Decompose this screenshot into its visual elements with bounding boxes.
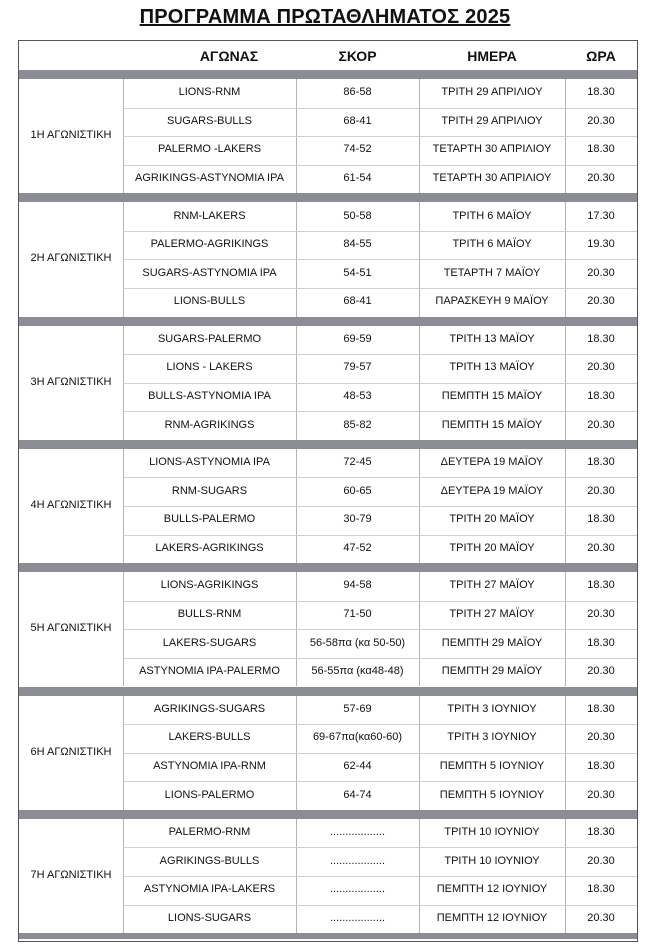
row-divider [123,876,637,877]
score-cell: 74-52 [343,143,372,156]
time-cell: 20.30 [587,541,615,554]
time-cell: 20.30 [587,172,615,184]
row-divider [123,781,637,782]
time-cell: 20.30 [587,266,615,279]
time-cell: 18.30 [587,390,615,403]
row-divider [123,477,637,478]
day-cell: ΠΕΜΠΤΗ 29 ΜΑΪΟΥ [441,665,543,678]
match-cell: ASTYNOMIA IPA-LAKERS [143,883,276,896]
row-divider [123,383,637,384]
round-label: 2Η ΑΓΩΝΙΣΤΙΚΗ [30,252,112,265]
time-cell: 18.30 [587,86,615,99]
time-cell: 18.30 [587,143,615,156]
score-cell: .................. [329,826,385,839]
score-cell: 72-45 [343,456,372,469]
time-cell: 20.30 [587,665,615,678]
table-header [19,41,637,70]
row-divider [123,847,637,848]
score-cell: 84-55 [343,238,372,251]
score-cell: 60-65 [343,484,372,497]
match-cell: SUGARS-BULLS [167,114,252,127]
score-cell: 69-59 [343,332,372,345]
row-divider [123,629,637,630]
score-cell: 85-82 [343,418,372,431]
score-cell: 47-52 [343,541,372,554]
score-cell: .................. [329,911,385,924]
time-cell: 20.30 [587,484,615,497]
round-separator [19,563,637,572]
match-cell: PALERMO -LAKERS [157,143,262,156]
time-cell: 20.30 [587,731,615,744]
time-cell: 20.30 [587,788,615,801]
round-block [19,819,637,933]
score-cell: 50-58 [343,209,372,222]
day-cell: ΤΕΤΑΡΤΗ 30 ΑΠΡΙΛΙΟΥ [432,172,552,184]
day-cell: ΤΡΙΤΗ 20 ΜΑΪΟΥ [449,513,535,526]
day-cell: ΠΕΜΠΤΗ 12 ΙΟΥΝΙΟΥ [436,883,548,896]
match-cell: BULLS-PALERMO [163,513,256,526]
round-label: 4Η ΑΓΩΝΙΣΤΙΚΗ [30,499,112,512]
match-cell: LIONS-SUGARS [167,911,252,924]
row-divider [123,411,637,412]
time-cell: 18.30 [587,579,615,592]
day-cell: ΤΡΙΤΗ 27 ΜΑΪΟΥ [449,579,535,592]
match-cell: LIONS-PALERMO [164,788,255,801]
match-cell: LIONS - LAKERS [166,361,253,374]
round-block [19,202,637,316]
schedule-table [18,40,638,942]
score-cell: .................. [329,883,385,896]
day-cell: ΠΕΜΠΤΗ 5 ΙΟΥΝΙΟΥ [439,759,545,772]
day-cell: ΤΕΤΑΡΤΗ 30 ΑΠΡΙΛΙΟΥ [432,143,552,156]
time-cell: 18.30 [587,513,615,526]
round-separator [19,317,637,326]
round-separator [19,70,637,79]
match-cell: ASTYNOMIA IPA-RNM [153,759,266,772]
round-label: 1Η ΑΓΩΝΙΣΤΙΚΗ [30,129,112,142]
match-cell: SUGARS-ASTYNOMIA IPA [142,266,277,279]
score-cell: 62-44 [343,759,372,772]
time-cell: 18.30 [587,456,615,469]
row-divider [123,354,637,355]
header-day: ΗΜΕΡΑ [467,48,517,64]
round-label: 7Η ΑΓΩΝΙΣΤΙΚΗ [30,868,112,881]
round-label: 5Η ΑΓΩΝΙΣΤΙΚΗ [30,622,112,635]
round-block [19,326,637,440]
match-cell: RNM-LAKERS [173,209,246,222]
score-cell: 94-58 [343,579,372,592]
score-cell: 48-53 [343,390,372,403]
score-cell: 68-41 [343,114,372,127]
score-cell: 79-57 [343,361,372,374]
match-cell: ASTYNOMIA IPA-PALERMO [139,665,280,678]
time-cell: 17.30 [587,209,615,222]
day-cell: ΠΕΜΠΤΗ 15 ΜΑΪΟΥ [441,418,543,431]
time-cell: 20.30 [587,295,615,308]
time-cell: 20.30 [587,911,615,924]
day-cell: ΤΡΙΤΗ 3 ΙΟΥΝΙΟΥ [447,702,537,715]
match-cell: AGRIKINGS-BULLS [159,854,260,867]
match-cell: LIONS-BULLS [173,295,246,308]
row-divider [123,259,637,260]
day-cell: ΤΡΙΤΗ 3 ΙΟΥΝΙΟΥ [447,731,537,744]
score-cell: 54-51 [343,266,372,279]
day-cell: ΤΡΙΤΗ 29 ΑΠΡΙΛΙΟΥ [441,114,543,127]
time-cell: 18.30 [587,883,615,896]
day-cell: ΤΡΙΤΗ 13 ΜΑΪΟΥ [449,332,535,345]
match-cell: LIONS-ASTYNOMIA IPA [149,456,270,469]
match-cell: AGRIKINGS-ASTYNOMIA IPA [135,172,284,184]
row-divider [123,753,637,754]
day-cell: ΤΡΙΤΗ 29 ΑΠΡΙΛΙΟΥ [441,86,543,99]
row-divider [123,231,637,232]
score-cell: 57-69 [343,702,372,715]
header-match: ΑΓΩΝΑΣ [199,48,259,64]
row-divider [123,601,637,602]
day-cell: ΤΡΙΤΗ 27 ΜΑΪΟΥ [449,608,535,621]
round-separator [19,193,637,202]
day-cell: ΠΕΜΠΤΗ 29 ΜΑΪΟΥ [441,636,543,649]
match-cell: PALERMO-AGRIKINGS [150,238,269,251]
page-title: ΠΡΟΓΡΑΜΜΑ ΠΡΩΤΑΘΛΗΜΑΤΟΣ 2025 [139,6,511,28]
round-block [19,696,637,810]
row-divider [123,905,637,906]
day-cell: ΤΡΙΤΗ 6 ΜΑΪΟΥ [452,238,532,251]
match-cell: PALERMO-RNM [168,826,251,839]
day-cell: ΠΕΜΠΤΗ 15 ΜΑΪΟΥ [441,390,543,403]
time-cell: 19.30 [587,238,615,251]
day-cell: ΠΑΡΑΣΚΕΥΗ 9 ΜΑΪΟΥ [435,295,549,308]
row-divider [123,165,637,166]
time-cell: 20.30 [587,608,615,621]
round-block [19,449,637,563]
row-divider [123,506,637,507]
match-cell: LIONS-RNM [178,86,241,99]
match-cell: BULLS-RNM [177,608,242,621]
day-cell: ΤΡΙΤΗ 6 ΜΑΪΟΥ [452,209,532,222]
round-label: 6Η ΑΓΩΝΙΣΤΙΚΗ [30,745,112,758]
match-cell: AGRIKINGS-SUGARS [153,702,266,715]
header-score: ΣΚΟΡ [338,48,377,64]
score-cell: 68-41 [343,295,372,308]
row-divider [123,288,637,289]
header-time: ΩΡΑ [586,48,616,64]
day-cell: ΤΡΙΤΗ 13 ΜΑΪΟΥ [449,361,535,374]
score-cell: .................. [329,854,385,867]
round-block [19,572,637,686]
day-cell: ΠΕΜΠΤΗ 5 ΙΟΥΝΙΟΥ [439,788,545,801]
time-cell: 20.30 [587,114,615,127]
row-divider [123,535,637,536]
round-separator [19,440,637,449]
day-cell: ΤΡΙΤΗ 20 ΜΑΪΟΥ [449,541,535,554]
day-cell: ΤΡΙΤΗ 10 ΙΟΥΝΙΟΥ [444,826,540,839]
match-cell: RNM-SUGARS [171,484,248,497]
day-cell: ΤΕΤΑΡΤΗ 7 ΜΑΪΟΥ [443,266,541,279]
day-cell: ΔΕΥΤΕΡΑ 19 ΜΑΪΟΥ [440,456,544,469]
match-cell: BULLS-ASTYNOMIA IPA [148,390,271,403]
time-cell: 20.30 [587,361,615,374]
round-separator [19,933,637,939]
score-cell: 56-58πα (κα 50-50) [309,636,406,649]
row-divider [123,108,637,109]
time-cell: 18.30 [587,826,615,839]
match-cell: LAKERS-BULLS [168,731,251,744]
round-label: 3Η ΑΓΩΝΙΣΤΙΚΗ [30,375,112,388]
score-cell: 30-79 [343,513,372,526]
match-cell: LAKERS-SUGARS [162,636,257,649]
round-separator [19,687,637,696]
score-cell: 61-54 [343,172,372,184]
row-divider [123,136,637,137]
time-cell: 18.30 [587,332,615,345]
score-cell: 64-74 [343,788,372,801]
score-cell: 86-58 [343,86,372,99]
match-cell: SUGARS-PALERMO [157,332,262,345]
round-separator [19,810,637,819]
match-cell: RNM-AGRIKINGS [164,418,255,431]
time-cell: 18.30 [587,759,615,772]
time-cell: 18.30 [587,702,615,715]
score-cell: 71-50 [343,608,372,621]
score-cell: 56-55πα (κα48-48) [311,665,404,678]
match-cell: LAKERS-AGRIKINGS [155,541,264,554]
score-cell: 69-67πα(κα60-60) [312,731,403,744]
match-cell: LIONS-AGRIKINGS [160,579,259,592]
day-cell: ΠΕΜΠΤΗ 12 ΙΟΥΝΙΟΥ [436,911,548,924]
time-cell: 20.30 [587,418,615,431]
time-cell: 18.30 [587,636,615,649]
row-divider [123,724,637,725]
day-cell: ΤΡΙΤΗ 10 ΙΟΥΝΙΟΥ [444,854,540,867]
day-cell: ΔΕΥΤΕΡΑ 19 ΜΑΪΟΥ [440,484,544,497]
time-cell: 20.30 [587,854,615,867]
row-divider [123,658,637,659]
round-block [19,79,637,193]
